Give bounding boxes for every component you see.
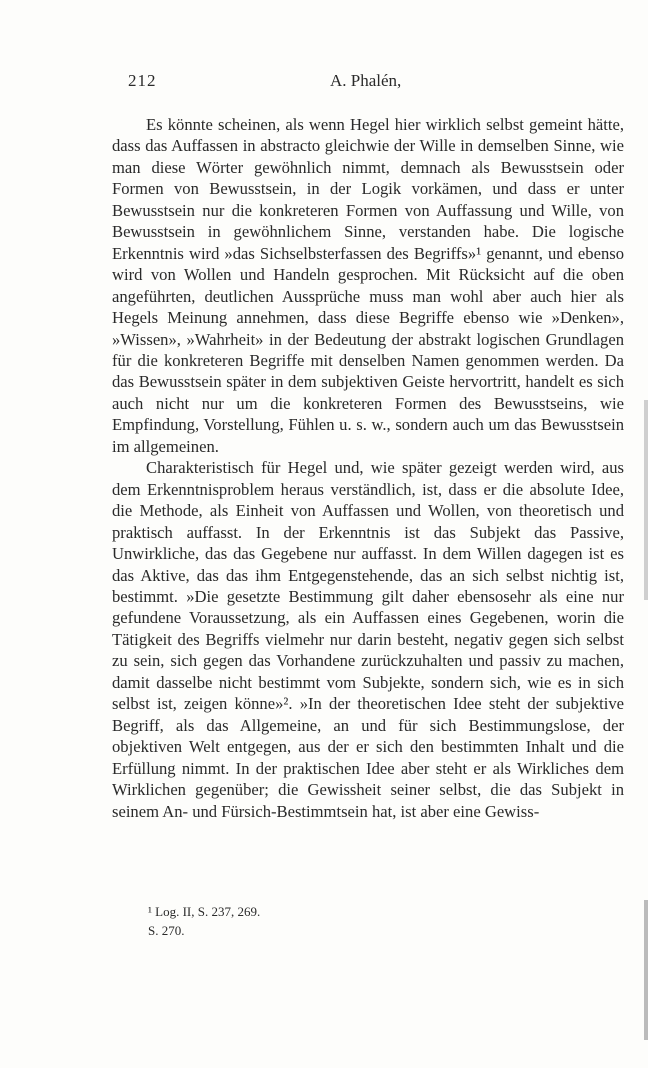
- running-head: A. Phalén,: [330, 71, 402, 90]
- paragraph: Es könnte scheinen, als wenn Hegel hier wirklich selbst gemeint hätte, dass das Auffassen in abstracto gleichwie der Wille in demselben Sinne, wie man diese Wörter gewöhnlich nimmt, demnach als Bewusstsein oder Formen von Bewusstsein, in der Logik vorkämen, und dass er unter Bewusstsein nur die konkreteren Formen von Auffassung und Wille, von Bewusstsein in gewöhnlichem Sinne, verstanden habe. Die logische Erkenntnis wird »das Sichselbsterfassen des Begriffs»¹ genannt, und ebenso wird von Wollen und Handeln gesprochen. Mit Rücksicht auf die oben angeführten, deutlichen Aussprüche muss man wohl aber auch hier als Hegels Meinung annehmen, dass diese Begriffe ebenso wie »Denken», »Wissen», »Wahrheit» in der Bedeutung der abstrakt logischen Grundlagen für die konkreteren Begriffe mit denselben Namen genommen werden. Da das Bewusstsein später in dem subjektiven Geiste hervortritt, handelt es sich auch nicht nur um die konkreteren Formen des Bewusstseins, wie Empfindung, Vorstellung, Fühlen u. s. w., sondern auch um das Bewusstsein im allgemeinen.: [112, 115, 624, 456]
- body-text: [112, 114, 624, 822]
- footnote: ¹ Log. II, S. 237, 269.: [148, 904, 261, 919]
- paragraph: Charakteristisch für Hegel und, wie später gezeigt werden wird, aus dem Erkenntnisproblem heraus verständlich, ist, dass er die absolute Idee, die Methode, als Einheit von Auffassen und Wollen, von theoretisch und praktisch auffasst. In der Erkenntnis ist das Subjekt das Passive, Unwirkliche, das das Gegebene nur auffasst. In dem Willen dagegen ist es das Aktive, das das ihm Entgegenstehende, das an sich selbst nichtig ist, bestimmt. »Die gesetzte Bestimmung gilt daher ebensosehr als eine nur gefundene Voraussetzung, als ein Auffassen eines Gegebenen, worin die Tätigkeit des Begriffs vielmehr nur darin besteht, negativ gegen sich selbst zu sein, sich gegen das Vorhandene zurückzuhalten und passiv zu machen, damit dasselbe nicht bestimmt vom Subjekte, sondern sich, wie es in sich selbst ist, zeigen könne»². »In der theoretischen Idee steht der subjektive Begriff, als das Allgemeine, an und für sich Bestimmungslose, der objektiven Welt entgegen, aus der er sich den bestimmten Inhalt und die Erfüllung nimmt. In der praktischen Idee aber steht er als Wirkliches dem Wirklichen gegenüber; die Gewissheit seiner selbst, die das Subjekt in seinem An- und Fürsich-Bestimmtsein hat, ist aber eine Gewiss-: [112, 458, 624, 821]
- footnotes: [148, 902, 260, 940]
- page-edge-shadow: [644, 900, 648, 1040]
- page-number: 212: [128, 71, 157, 90]
- footnote: S. 270.: [148, 923, 185, 938]
- page-edge-shadow: [644, 400, 648, 600]
